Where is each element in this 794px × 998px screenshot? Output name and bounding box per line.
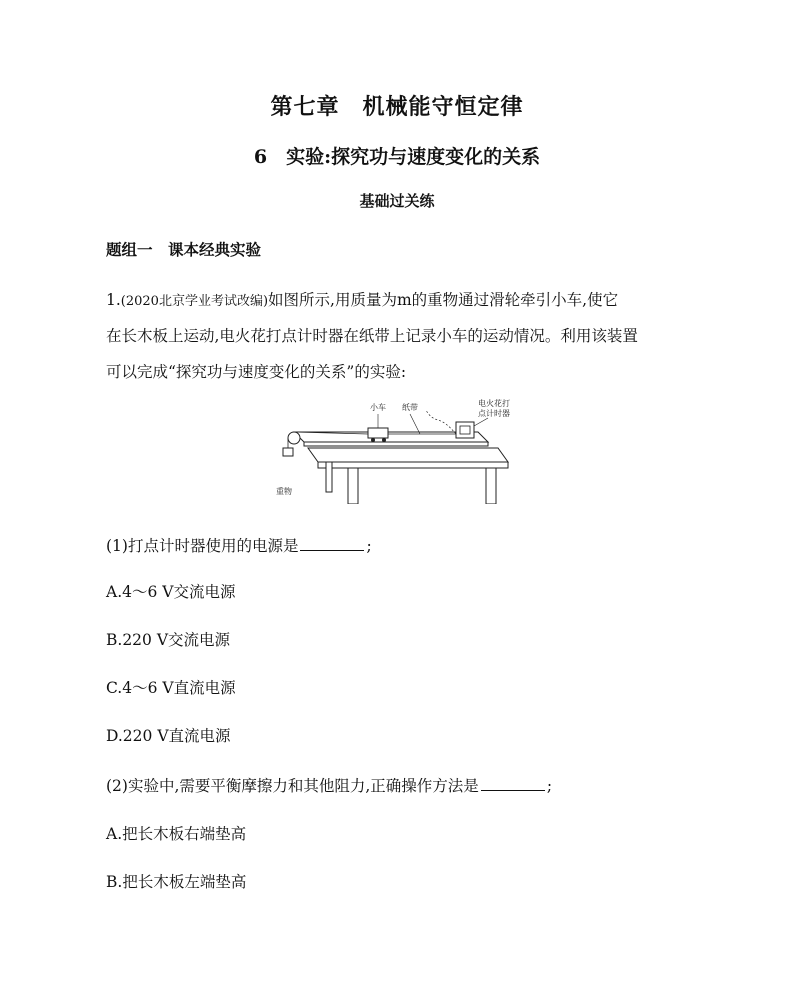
question-source: (2020北京学业考试改编) — [120, 294, 269, 309]
question-group-title: 题组一 课本经典实验 — [106, 240, 262, 259]
section-title: 6 实验:探究功与速度变化的关系 — [253, 146, 541, 168]
cart — [368, 428, 388, 438]
part-1-suffix: ; — [366, 537, 372, 555]
paper-tape-loose — [426, 410, 456, 434]
question-1-line-2: 在长木板上运动,电火花打点计时器在纸带上记录小车的运动情况。利用该装置 — [106, 327, 638, 345]
part-1-option-b: B.220 V交流电源 — [106, 631, 231, 649]
label-timer-1: 电火花打 — [478, 399, 510, 408]
weight-block — [283, 448, 293, 456]
label-tape: 纸带 — [402, 403, 418, 412]
label-cart: 小车 — [370, 403, 386, 412]
chapter-title: 第七章 机械能守恒定律 — [270, 94, 524, 120]
cart-wheel — [371, 438, 375, 442]
part-1-text: (1)打点计时器使用的电源是 — [106, 537, 299, 555]
label-timer-2: 点计时器 — [478, 409, 510, 418]
question-text-1: 如图所示,用质量为m的重物通过滑轮牵引小车,使它 — [268, 291, 619, 309]
answer-blank-1[interactable] — [300, 536, 364, 551]
part-2-text: (2)实验中,需要平衡摩擦力和其他阻力,正确操作方法是 — [106, 777, 479, 795]
part-2-option-b: B.把长木板左端垫高 — [106, 873, 247, 891]
part-2-option-a: A.把长木板右端垫高 — [106, 825, 247, 843]
part-1-option-c: C.4～6 V直流电源 — [106, 679, 236, 697]
table-top — [308, 448, 508, 462]
tape-label-line — [410, 414, 420, 434]
part-1-prompt — [106, 534, 372, 556]
question-1-line-1 — [106, 288, 618, 310]
table-edge — [318, 462, 508, 468]
experiment-apparatus-figure — [270, 396, 520, 504]
part-1-option-d: D.220 V直流电源 — [106, 727, 231, 745]
table-leg — [348, 468, 358, 504]
cart-wheel — [382, 438, 386, 442]
answer-blank-2[interactable] — [481, 776, 545, 791]
pulley — [288, 432, 300, 444]
timer-label-line — [474, 418, 488, 426]
long-board-edge — [304, 442, 488, 446]
subtitle: 基础过关练 — [359, 192, 435, 210]
label-weight: 重物 — [276, 487, 292, 496]
part-1-option-a: A.4～6 V交流电源 — [106, 583, 236, 601]
table-leg — [326, 462, 332, 492]
part-2-prompt — [106, 774, 552, 796]
spark-timer-panel — [460, 426, 470, 434]
part-2-suffix: ; — [546, 777, 553, 795]
table-leg — [486, 468, 496, 504]
question-number: 1. — [106, 291, 121, 309]
question-1-line-3: 可以完成“探究功与速度变化的关系”的实验: — [106, 363, 407, 381]
